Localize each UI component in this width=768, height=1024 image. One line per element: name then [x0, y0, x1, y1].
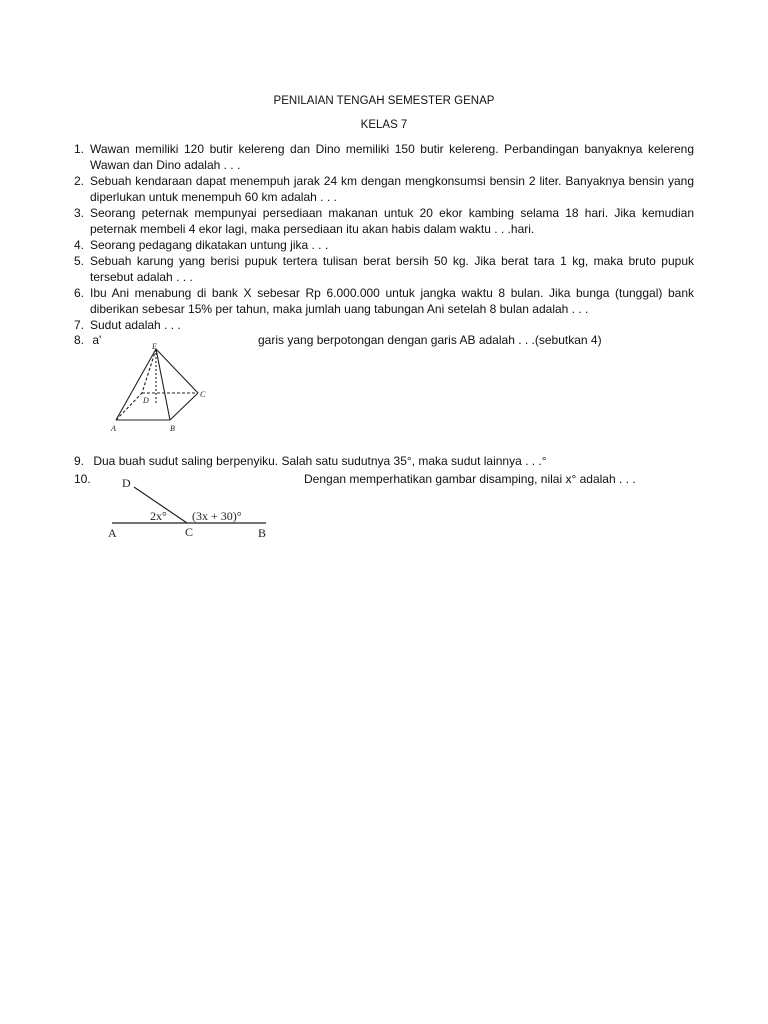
question-8-prefix: a'	[92, 333, 102, 347]
question-number: 5.	[74, 254, 85, 268]
label-a: A	[108, 526, 117, 540]
question-3	[74, 205, 694, 237]
angle-figure	[104, 474, 274, 544]
angle-label-2x: 2x°	[150, 509, 167, 523]
question-text: Dua buah sudut saling berpenyiku. Salah satu sudutnya 35°, maka sudut lainnya . . .°	[93, 454, 547, 468]
question-8-text: garis yang berpotongan dengan garis AB adalah . . .(sebutkan 4)	[258, 333, 602, 347]
angle-label-3x-plus-30: (3x + 30)°	[192, 509, 242, 523]
question-6	[74, 285, 694, 317]
question-2	[74, 173, 694, 205]
question-10-text: Dengan memperhatikan gambar disamping, nilai x° adalah . . .	[304, 472, 636, 486]
question-text: Sebuah karung yang berisi pupuk tertera tulisan berat bersih 50 kg. Jika berat tara 1 kg, maka bruto pupuk tersebut adalah . . .	[90, 254, 694, 284]
question-5	[74, 253, 694, 285]
question-1	[74, 141, 694, 173]
question-number: 6.	[74, 286, 85, 300]
question-list	[74, 141, 694, 333]
question-8-number	[74, 333, 101, 347]
question-number: 9.	[74, 454, 85, 468]
label-c: C	[185, 525, 194, 539]
question-4	[74, 237, 694, 253]
question-number: 1.	[74, 142, 85, 156]
question-text: Sudut adalah . . .	[90, 318, 181, 332]
question-text: Wawan memiliki 120 butir kelereng dan Dino memiliki 150 butir kelereng. Perbandingan banyaknya kelereng Wawan dan Dino adalah . . .	[90, 142, 694, 172]
question-text: Sebuah kendaraan dapat menempuh jarak 24 km dengan mengkonsumsi bensin 2 liter. Banyaknya bensin yang diperlukan untuk menempuh 60 km adalah . . .	[90, 174, 694, 204]
label-d: D	[143, 396, 149, 405]
label-d: D	[122, 476, 131, 490]
question-number: 8.	[74, 333, 85, 347]
question-text: Seorang pedagang dikatakan untung jika . . .	[90, 238, 329, 252]
question-number: 2.	[74, 174, 85, 188]
question-7	[74, 317, 694, 333]
label-c: C	[200, 390, 206, 399]
page-subtitle: KELAS 7	[360, 119, 408, 131]
question-number: 3.	[74, 206, 85, 220]
question-10-number: 10.	[74, 472, 91, 486]
pyramid-figure	[108, 341, 210, 437]
question-number: 7.	[74, 318, 85, 332]
label-b: B	[258, 526, 267, 540]
label-a: A	[111, 424, 116, 433]
question-number: 4.	[74, 238, 85, 252]
page-title: PENILAIAN TENGAH SEMESTER GENAP	[273, 95, 495, 107]
question-text: Ibu Ani menabung di bank X sebesar Rp 6.000.000 untuk jangka waktu 8 bulan. Jika bunga (tunggal) bank diberikan sebesar 15% per tahun, maka jumlah uang tabungan Ani setelah 8 bulan adalah . . .	[90, 286, 694, 316]
question-text: Seorang peternak mempunyai persediaan makanan untuk 20 ekor kambing selama 18 hari. Jika kemudian peternak membeli 4 ekor lagi, maka persediaan itu akan habis dalam waktu . . .hari.	[90, 206, 694, 236]
question-9	[74, 454, 694, 468]
label-b: B	[170, 424, 175, 433]
label-e: E	[152, 342, 157, 351]
